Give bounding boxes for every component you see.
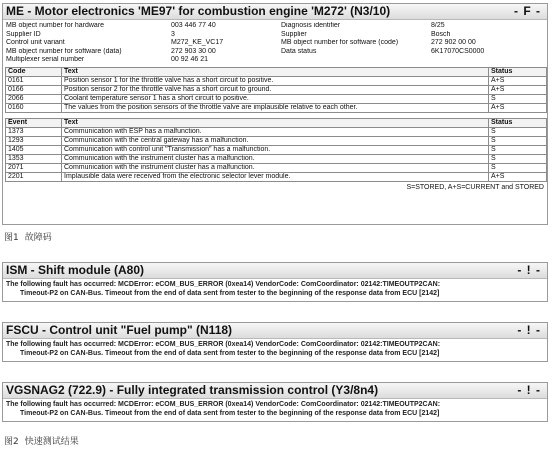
column-header: Text xyxy=(62,67,489,76)
module-title: FSCU - Control unit "Fuel pump" (N118) xyxy=(6,323,233,337)
me-title-text: ME - Motor electronics 'ME97' for combustion engine 'M272' (N3/10) xyxy=(6,4,391,18)
fault-status: A+S xyxy=(489,85,547,94)
warning-status-icon: - ! - xyxy=(517,383,541,397)
event-status: S xyxy=(489,136,547,145)
fault-status: A+S xyxy=(489,76,547,85)
event-code: 1405 xyxy=(6,145,62,154)
ecu-info-grid xyxy=(3,20,547,65)
me-panel-title[interactable] xyxy=(3,4,547,20)
info-label: Data status xyxy=(281,47,317,55)
info-value: 272 903 30 00 xyxy=(171,47,216,55)
info-label: Diagnosis identifier xyxy=(281,22,341,29)
module-title-bar[interactable] xyxy=(3,263,547,279)
fault-status-icon: - F - xyxy=(514,4,541,18)
table-row[interactable] xyxy=(6,127,547,136)
event-code: 1373 xyxy=(6,127,62,136)
table-row[interactable] xyxy=(6,85,547,94)
event-status: S xyxy=(489,127,547,136)
table-row[interactable] xyxy=(6,136,547,145)
column-header: Event xyxy=(6,118,62,127)
fault-text: The values from the position sensors of the throttle valve are implausible relative to each other. xyxy=(62,103,489,112)
event-code: 1293 xyxy=(6,136,62,145)
module-panel-ism xyxy=(2,262,548,302)
event-text: Implausible data were received from the electronic selector lever module. xyxy=(62,172,489,181)
caption-number: 图2 xyxy=(4,437,19,447)
event-status: S xyxy=(489,154,547,163)
module-title: VGSNAG2 (722.9) - Fully integrated transmission control (Y3/8n4) xyxy=(6,383,379,397)
info-value: 00 92 46 21 xyxy=(171,56,208,64)
me-control-unit-panel xyxy=(2,3,548,225)
info-label: Multiplexer serial number xyxy=(6,56,85,64)
event-code: 2071 xyxy=(6,163,62,172)
warning-status-icon: - ! - xyxy=(517,323,541,337)
info-value: 003 446 77 40 xyxy=(171,22,216,29)
table-header-row xyxy=(6,67,547,76)
table-row[interactable] xyxy=(6,76,547,85)
fault-code: 0160 xyxy=(6,103,62,112)
event-code: 1353 xyxy=(6,154,62,163)
fault-message xyxy=(3,279,547,300)
module-panel-vgsnag2 xyxy=(2,382,548,422)
module-title-bar[interactable] xyxy=(3,383,547,399)
fault-line-1: The following fault has occurred: MCDError: eCOM_BUS_ERROR (0xea14) VendorCode: ComCoordinator: 02142:TIMEOUTP2CAN: xyxy=(6,401,441,408)
info-value: 6K17070CS0000 xyxy=(431,47,485,55)
info-value xyxy=(431,56,546,65)
fault-code: 0161 xyxy=(6,76,62,85)
event-status: S xyxy=(489,163,547,172)
event-status: S xyxy=(489,145,547,154)
fault-line-1: The following fault has occurred: MCDError: eCOM_BUS_ERROR (0xea14) VendorCode: ComCoordinator: 02142:TIMEOUTP2CAN: xyxy=(6,281,441,288)
info-label: MB object number for software (code) xyxy=(281,39,399,47)
warning-status-icon: - ! - xyxy=(517,263,541,277)
event-text: Communication with the instrument cluster has a malfunction. xyxy=(62,163,489,172)
info-label: MB object number for hardware xyxy=(6,22,105,29)
event-code: 2201 xyxy=(6,172,62,181)
info-label: Supplier ID xyxy=(6,30,41,38)
fault-line-2: Timeout-P2 on CAN-Bus. Timeout from the end of data sent from tester to the beginning of the response data from ECU [2142] xyxy=(20,350,440,357)
fault-text: Coolant temperature sensor 1 has a short circuit to positive. xyxy=(62,94,489,103)
column-header: Text xyxy=(62,118,489,127)
fault-line-2: Timeout-P2 on CAN-Bus. Timeout from the end of data sent from tester to the beginning of the response data from ECU [2142] xyxy=(20,410,440,417)
fault-message xyxy=(3,399,547,420)
fault-code: 0166 xyxy=(6,85,62,94)
event-status: A+S xyxy=(489,172,547,181)
table-row[interactable] xyxy=(6,94,547,103)
info-value: M272_KE_VC17 xyxy=(171,39,224,47)
table-row[interactable] xyxy=(6,154,547,163)
info-label: Control unit variant xyxy=(6,39,65,47)
column-header: Code xyxy=(6,67,62,76)
info-value: 3 xyxy=(171,30,175,38)
fault-text: Position sensor 2 for the throttle valve has a short circuit to ground. xyxy=(62,85,489,94)
fault-text: Position sensor 1 for the throttle valve has a short circuit to positive. xyxy=(62,76,489,85)
fault-status: S xyxy=(489,94,547,103)
info-label: MB object number for software (data) xyxy=(6,47,122,55)
fault-status: A+S xyxy=(489,103,547,112)
table-row[interactable] xyxy=(6,103,547,112)
module-title-bar[interactable] xyxy=(3,323,547,339)
module-panel-fscu xyxy=(2,322,548,362)
fault-message xyxy=(3,339,547,360)
caption-text: 故障码 xyxy=(24,233,52,243)
table-row[interactable] xyxy=(6,172,547,181)
event-text: Communication with ESP has a malfunction. xyxy=(62,127,489,136)
column-header: Status xyxy=(489,67,547,76)
info-value: 272 902 00 00 xyxy=(431,39,476,47)
event-text: Communication with control unit "Transmission" has a malfunction. xyxy=(62,145,489,154)
caption-text: 快速测试结果 xyxy=(24,437,79,447)
status-legend: S=STORED, A+S=CURRENT and STORED xyxy=(406,183,544,191)
figure-caption-2 xyxy=(4,434,79,447)
table-header-row xyxy=(6,118,547,127)
event-text: Communication with the central gateway has a malfunction. xyxy=(62,136,489,145)
fault-line-1: The following fault has occurred: MCDError: eCOM_BUS_ERROR (0xea14) VendorCode: ComCoordinator: 02142:TIMEOUTP2CAN: xyxy=(6,341,441,348)
figure-caption-1 xyxy=(4,230,52,243)
info-label: Supplier xyxy=(281,30,307,38)
info-value: Bosch xyxy=(431,30,451,38)
fault-code-table xyxy=(5,67,547,113)
table-row[interactable] xyxy=(6,145,547,154)
column-header: Status xyxy=(489,118,547,127)
fault-code: 2066 xyxy=(6,94,62,103)
caption-number: 图1 xyxy=(4,233,19,243)
event-text: Communication with the instrument cluster has a malfunction. xyxy=(62,154,489,163)
info-value: 8/25 xyxy=(431,22,445,29)
table-row[interactable] xyxy=(6,163,547,172)
module-title: ISM - Shift module (A80) xyxy=(6,263,144,277)
info-label xyxy=(281,56,431,65)
fault-line-2: Timeout-P2 on CAN-Bus. Timeout from the end of data sent from tester to the beginning of the response data from ECU [2142] xyxy=(20,290,440,297)
event-table xyxy=(5,118,547,182)
